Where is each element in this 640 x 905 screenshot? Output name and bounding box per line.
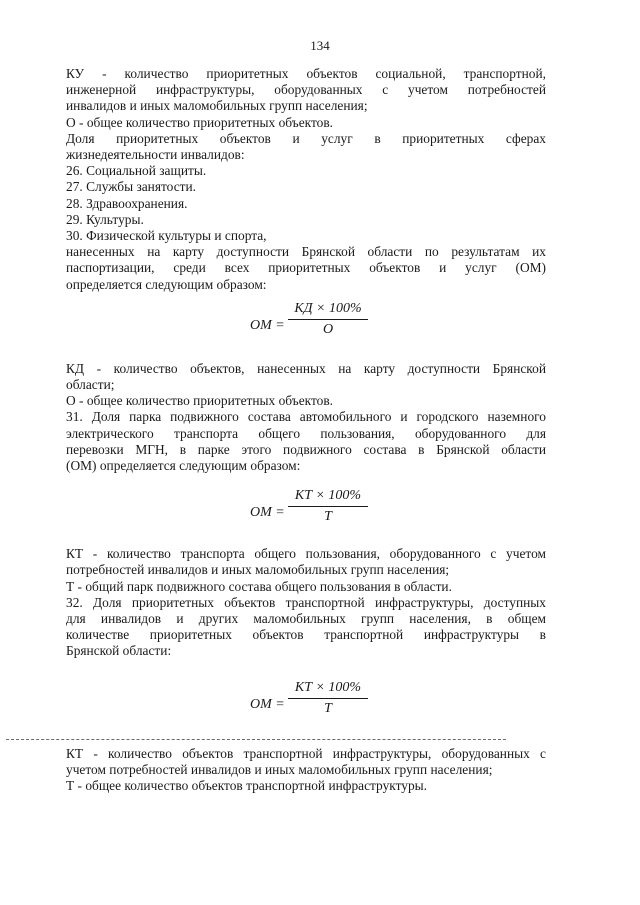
list-item-27: 27. Службы занятости. [66, 179, 197, 195]
formula-2-fraction [288, 488, 368, 525]
map-line-2: паспортизации, среди всех приоритетных объектов и услуг (ОМ) [66, 260, 546, 276]
item-31-line-1: 31. Доля парка подвижного состава автомобильного и городского наземного [66, 409, 546, 425]
share-line-2: жизнедеятельности инвалидов: [66, 147, 245, 163]
formula-3-denominator: Т [324, 700, 332, 716]
formula-3-fraction [288, 680, 368, 717]
item-32-line-2: для инвалидов и других маломобильных групп населения, в общем [66, 611, 546, 627]
formula-2 [66, 488, 546, 546]
kt-definition-line-2: потребностей инвалидов и иных маломобильных групп населения; [66, 562, 450, 578]
o-definition-2: О - общее количество приоритетных объектов. [66, 393, 334, 409]
item-32-line-4: Брянской области: [66, 643, 172, 659]
item-32-line-1: 32. Доля приоритетных объектов транспортной инфраструктуры, доступных [66, 594, 546, 610]
formula-1-lhs: ОМ = [250, 317, 285, 333]
item-32-line-3: количестве приоритетных объектов транспортной инфраструктуры в [66, 627, 546, 643]
document-body [66, 66, 546, 794]
map-line-3: определяется следующим образом: [66, 276, 267, 292]
formula-1-denominator: О [322, 322, 334, 338]
formula-2-lhs: ОМ = [250, 505, 285, 521]
kt-definition-line-1: КТ - количество транспорта общего пользования, оборудованного с учетом [66, 546, 546, 562]
list-item-26: 26. Социальной защиты. [66, 163, 207, 179]
share-line-1: Доля приоритетных объектов и услуг в приоритетных сферах [66, 130, 546, 146]
t-definition-2: Т - общее количество объектов транспортной инфраструктуры. [66, 778, 428, 794]
item-31-line-3: перевозки МГН, в парке этого подвижного состава в Брянской области [66, 441, 546, 457]
map-line-1: нанесенных на карту доступности Брянской области по результатам их [66, 244, 546, 260]
t-definition: Т - общий парк подвижного состава общего пользования в области. [66, 578, 452, 594]
kt2-definition-line-1: КТ - количество объектов транспортной инфраструктуры, оборудованных с [66, 745, 546, 761]
kd-definition-line-2: области; [66, 377, 115, 393]
formula-1 [66, 301, 546, 361]
ku-definition-line-2: инженерной инфраструктуры, оборудованных с учетом потребностей [66, 82, 546, 98]
formula-3 [66, 680, 546, 746]
scan-dashed-line [6, 739, 506, 740]
formula-2-numerator: КТ × 100% [288, 488, 368, 507]
list-item-29: 29. Культуры. [66, 211, 144, 227]
item-31-line-4: (ОМ) определяется следующим образом: [66, 458, 301, 474]
formula-3-numerator: КТ × 100% [288, 680, 368, 699]
list-item-28: 28. Здравоохранения. [66, 195, 188, 211]
formula-2-denominator: Т [324, 509, 332, 525]
page-number: 134 [310, 38, 330, 53]
kt2-definition-line-2: учетом потребностей инвалидов и иных маломобильных групп населения; [66, 761, 493, 777]
o-definition: О - общее количество приоритетных объектов. [66, 114, 334, 130]
ku-definition-line-3: инвалидов и иных маломобильных групп населения; [66, 98, 368, 114]
kd-definition-line-1: КД - количество объектов, нанесенных на карту доступности Брянской [66, 360, 546, 376]
formula-3-lhs: ОМ = [250, 696, 285, 712]
formula-1-fraction [288, 301, 368, 338]
list-item-30: 30. Физической культуры и спорта, [66, 228, 267, 244]
item-31-line-2: электрического транспорта общего пользования, оборудованного для [66, 425, 546, 441]
formula-1-numerator: КД × 100% [288, 301, 368, 320]
ku-definition-line-1: КУ - количество приоритетных объектов социальной, транспортной, [66, 66, 546, 81]
